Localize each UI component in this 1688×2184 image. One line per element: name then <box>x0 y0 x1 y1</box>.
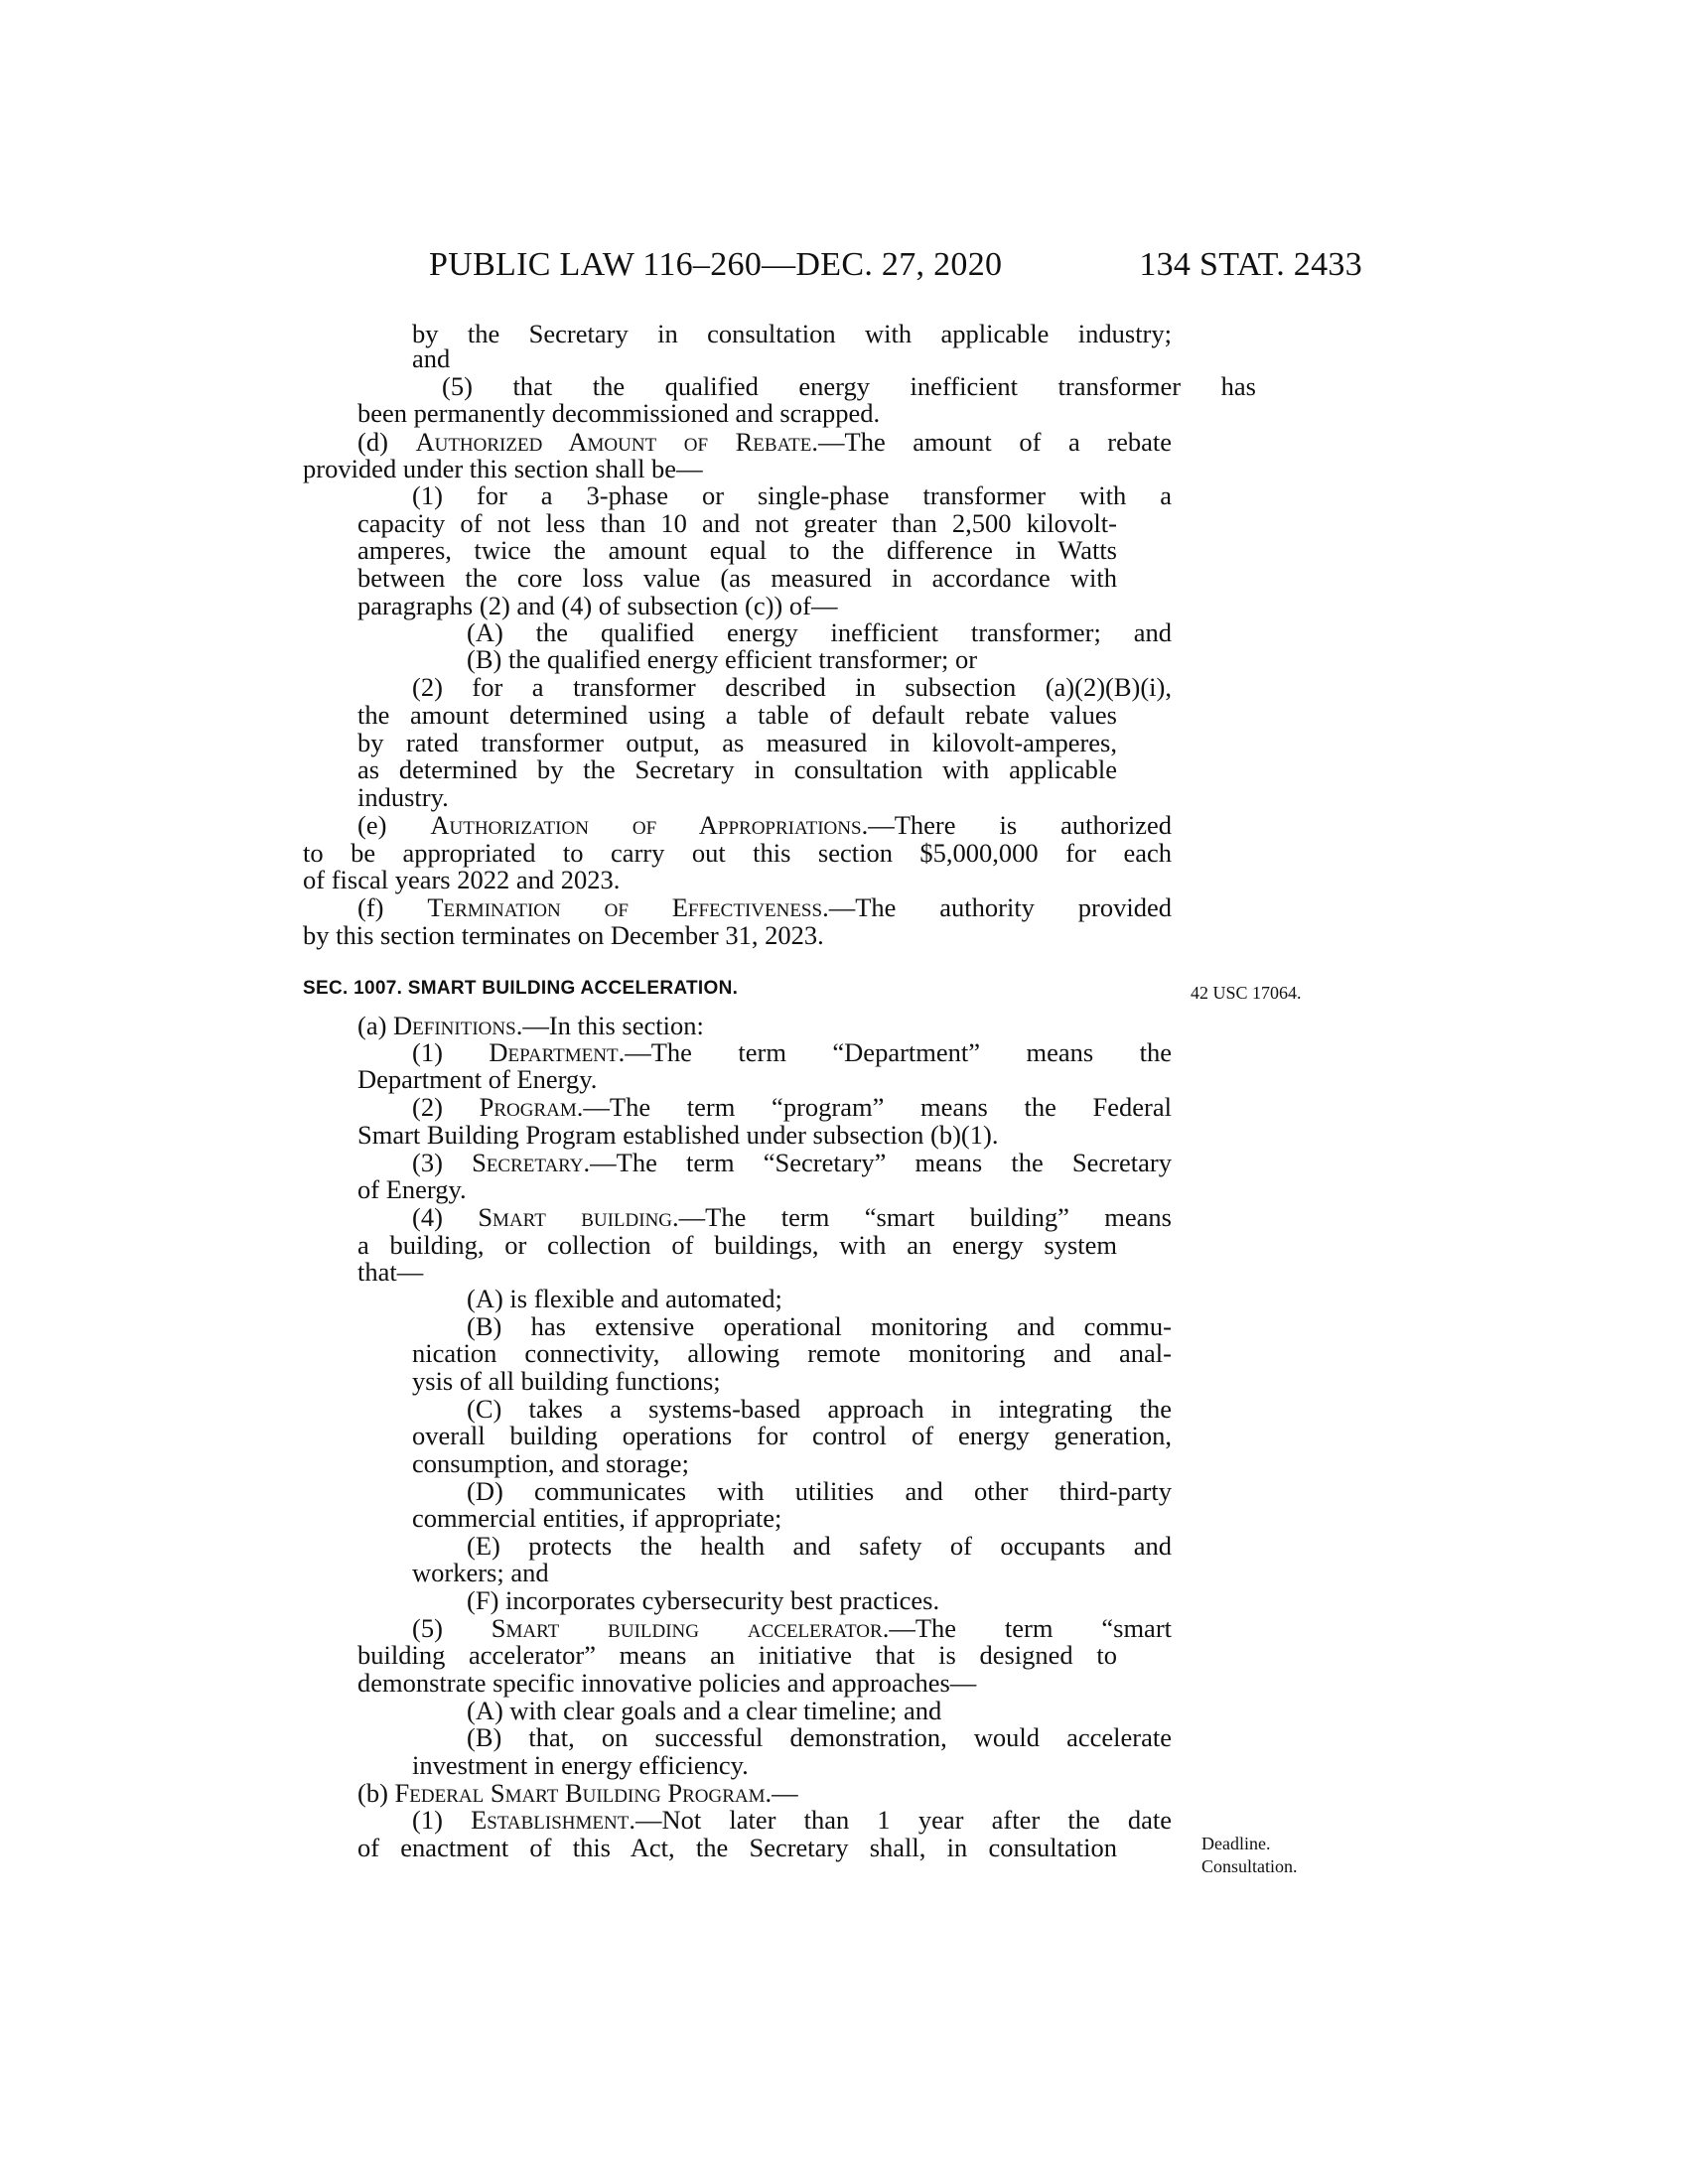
subsection-heading: Definitions <box>393 1011 516 1040</box>
margin-note-deadline: Deadline. <box>1201 1834 1271 1853</box>
text-line <box>412 1806 1172 1834</box>
running-head: PUBLIC LAW 116–260—DEC. 27, 2020 <box>429 246 1003 283</box>
text-line <box>467 1285 782 1312</box>
text-line <box>412 1038 1172 1066</box>
text-line <box>357 1641 1117 1669</box>
text-line <box>303 866 620 893</box>
subsection-heading: Program <box>479 1092 577 1122</box>
text-run: workers; and <box>412 1558 549 1587</box>
text-line <box>412 1449 689 1477</box>
text-run: .—The term “Secretary” means the Secretary <box>583 1148 1172 1177</box>
text-run: to be appropriated to carry out this section $5,000,000 for each <box>303 838 1172 868</box>
text-line <box>467 1477 1172 1505</box>
text-line <box>412 1559 549 1586</box>
text-run: (A) the qualified energy inefficient transformer; and <box>467 617 1172 647</box>
text-line <box>412 1149 1172 1176</box>
text-run: .—The term “Department” means the <box>618 1037 1172 1067</box>
text-run: (1) <box>412 1037 490 1067</box>
text-line <box>357 1012 704 1039</box>
text-line <box>412 481 1172 509</box>
text-line <box>357 1834 1117 1861</box>
text-line <box>357 1669 976 1697</box>
text-run: been permanently decommissioned and scrapped. <box>357 398 881 428</box>
text-run: .—There is authorized <box>861 810 1172 840</box>
text-run: Department of Energy. <box>357 1064 598 1094</box>
text-line <box>467 1532 1172 1560</box>
text-run: by rated transformer output, as measured in kilovolt-amperes, <box>357 728 1117 757</box>
text-line <box>357 893 1172 921</box>
text-run: (D) communicates with utilities and other third-party <box>467 1476 1172 1506</box>
text-run: a building, or collection of buildings, with an energy system <box>357 1230 1117 1260</box>
page-number: 134 STAT. 2433 <box>1139 246 1362 283</box>
text-line <box>412 1751 749 1779</box>
text-run: (B) that, on successful demonstration, would accelerate <box>467 1722 1172 1752</box>
text-line <box>467 645 977 673</box>
text-run: (4) <box>412 1202 479 1232</box>
text-run: (A) is flexible and automated; <box>467 1284 782 1313</box>
text-line <box>412 1614 1172 1642</box>
text-line <box>357 564 1117 592</box>
text-line <box>357 755 1117 783</box>
subsection-heading: Establishment <box>471 1805 630 1835</box>
text-line <box>357 592 837 619</box>
subsection-heading: Smart building <box>478 1202 673 1232</box>
text-run: (1) for a 3-phase or single-phase transformer with a <box>412 480 1172 510</box>
text-line <box>357 701 1117 729</box>
text-run: (E) protects the health and safety of occupants and <box>467 1531 1172 1561</box>
text-line <box>357 1258 423 1286</box>
text-run: overall building operations for control of energy generation, <box>412 1421 1172 1450</box>
text-line <box>467 1395 1172 1423</box>
text-run: (d) <box>357 427 416 457</box>
text-run: of fiscal years 2022 and 2023. <box>303 865 621 894</box>
subsection-heading: Department <box>489 1037 619 1067</box>
text-run: by this section terminates on December 31, 2023. <box>303 920 824 950</box>
text-run: (B) has extensive operational monitoring and commu- <box>467 1311 1172 1341</box>
section-heading: SEC. 1007. SMART BUILDING ACCELERATION. <box>303 978 739 999</box>
text-run: the amount determined using a table of default rebate values <box>357 700 1117 730</box>
text-line <box>357 811 1172 839</box>
text-line <box>303 921 824 949</box>
text-run: amperes, twice the amount equal to the difference in Watts <box>357 535 1117 565</box>
text-run: industry. <box>357 782 449 812</box>
text-line <box>412 1422 1172 1449</box>
text-run: investment in energy efficiency. <box>412 1750 749 1780</box>
text-run: paragraphs (2) and (4) of subsection (c)) of— <box>357 591 838 620</box>
subsection-heading: Authorization of Appropriations <box>430 810 862 840</box>
text-line <box>442 372 1256 400</box>
text-line <box>467 618 1172 646</box>
text-run: (3) <box>412 1148 473 1177</box>
text-run: (1) <box>412 1805 472 1835</box>
text-line <box>467 1697 941 1724</box>
text-line <box>357 536 1117 564</box>
text-run: .—In this section: <box>515 1011 704 1040</box>
text-run: .—The term “program” means the Federal <box>576 1092 1172 1122</box>
text-run: (a) <box>357 1011 394 1040</box>
text-run: ysis of all building functions; <box>412 1366 721 1396</box>
text-line <box>467 1723 1172 1751</box>
text-line <box>357 1175 467 1203</box>
text-line <box>357 729 1117 756</box>
text-run: commercial entities, if appropriate; <box>412 1503 782 1533</box>
text-line <box>303 455 703 482</box>
text-run: (b) <box>357 1778 395 1808</box>
text-line <box>412 1367 721 1395</box>
text-run: .— <box>765 1778 798 1808</box>
text-run: (e) <box>357 810 431 840</box>
text-line <box>412 344 450 372</box>
text-line <box>412 1203 1172 1231</box>
subsection-heading: Federal Smart Building Program <box>394 1778 766 1808</box>
text-run: Smart Building Program established under subsection (b)(1). <box>357 1120 999 1150</box>
text-line <box>357 1231 1117 1259</box>
text-run: consumption, and storage; <box>412 1448 689 1478</box>
text-run: .—The authority provided <box>822 892 1172 922</box>
text-line <box>467 1586 939 1614</box>
text-run: capacity of not less than 10 and not greater than 2,500 kilovolt- <box>357 508 1117 538</box>
text-run: by the Secretary in consultation with applicable industry; <box>412 319 1172 348</box>
text-line <box>357 1121 998 1149</box>
text-line <box>412 1093 1172 1121</box>
text-run: as determined by the Secretary in consultation with applicable <box>357 754 1117 784</box>
text-line <box>412 1504 781 1532</box>
text-line <box>412 673 1172 701</box>
text-line <box>467 1312 1172 1340</box>
text-run: (f) <box>357 892 428 922</box>
text-run: .—Not later than 1 year after the date <box>629 1805 1173 1835</box>
text-line <box>357 1065 597 1093</box>
subsection-heading: Authorized Amount of Rebate <box>415 427 812 457</box>
text-line <box>357 399 880 427</box>
text-run: provided under this section shall be— <box>303 454 703 483</box>
text-run: .—The amount of a rebate <box>811 427 1173 457</box>
text-line <box>357 509 1117 537</box>
text-run: and <box>412 343 451 373</box>
text-line <box>412 320 1172 347</box>
text-run: (2) for a transformer described in subsection (a)(2)(B)(i), <box>412 672 1172 702</box>
text-line <box>412 1339 1172 1367</box>
text-run: (B) the qualified energy efficient transformer; or <box>467 644 978 674</box>
subsection-heading: Smart building accelerator <box>491 1613 883 1643</box>
text-run: .—The term “smart building” means <box>672 1202 1172 1232</box>
margin-note-citation: 42 USC 17064. <box>1191 983 1302 1003</box>
margin-note-consultation: Consultation. <box>1201 1856 1298 1876</box>
text-run: that— <box>357 1257 424 1287</box>
text-run: (2) <box>412 1092 480 1122</box>
text-run: of Energy. <box>357 1174 467 1204</box>
text-run: (C) takes a systems-based approach in integrating the <box>467 1394 1172 1424</box>
text-run: (5) <box>412 1613 492 1643</box>
text-line <box>303 839 1172 867</box>
text-run: demonstrate specific innovative policies and approaches— <box>357 1668 977 1698</box>
text-run: of enactment of this Act, the Secretary shall, in consultation <box>357 1833 1117 1862</box>
text-run: (5) that the qualified energy inefficient transformer has <box>442 371 1256 401</box>
text-run: (F) incorporates cybersecurity best practices. <box>467 1585 940 1615</box>
text-run: building accelerator” means an initiative that is designed to <box>357 1640 1117 1670</box>
subsection-heading: Termination of Effectiveness <box>427 892 823 922</box>
subsection-heading: Secretary <box>472 1148 584 1177</box>
text-line <box>357 783 449 811</box>
text-run: .—The term “smart <box>882 1613 1173 1643</box>
text-run: nication connectivity, allowing remote monitoring and anal- <box>412 1338 1172 1368</box>
text-run: (A) with clear goals and a clear timeline; and <box>467 1696 942 1725</box>
text-line <box>357 1779 798 1807</box>
text-run: between the core loss value (as measured in accordance with <box>357 563 1117 593</box>
text-line <box>357 428 1172 456</box>
